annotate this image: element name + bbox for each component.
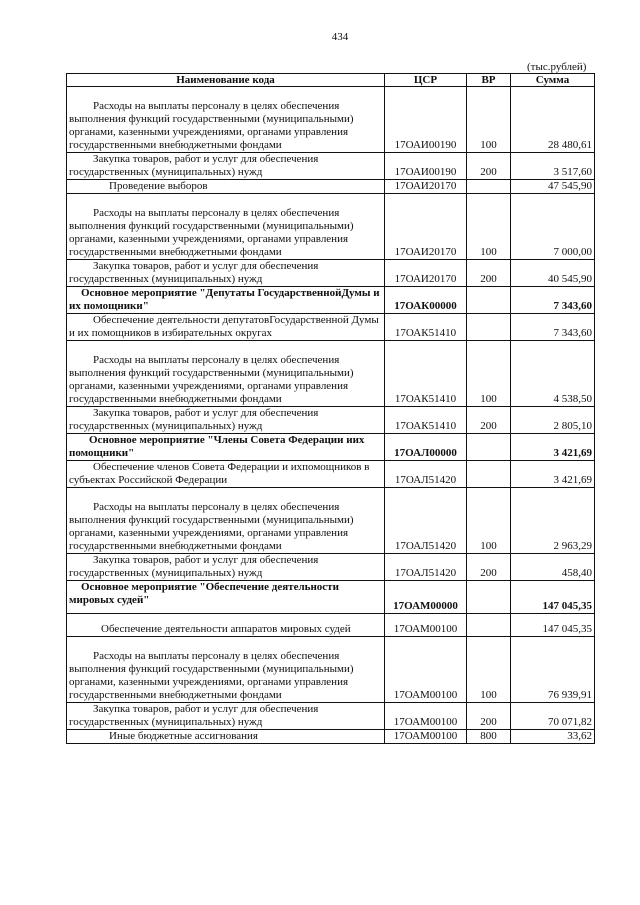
- row-name: [67, 637, 385, 703]
- row-name-first: Закупка товаров, работ и услуг для обеспечения: [93, 153, 319, 165]
- row-name-first: Основное мероприятие "Члены Совета Федерации и: [89, 434, 353, 446]
- row-sum: 7 000,00: [511, 194, 595, 260]
- row-csr: 17ОАЛ00000: [385, 434, 467, 461]
- row-name-rest: выполнения функций государственными (муниципальными) органами, казенными учреждениями, органами управления государственными внебюджетными фондами: [69, 514, 354, 552]
- row-sum: 33,62: [511, 730, 595, 744]
- row-name: [67, 554, 385, 581]
- row-name: [67, 581, 385, 614]
- header-vr: ВР: [467, 74, 511, 87]
- row-name-first: Основное мероприятие "Депутаты Государственной: [81, 287, 342, 299]
- row-name-first: Закупка товаров, работ и услуг для обеспечения: [93, 407, 319, 419]
- row-csr: 17ОАИ00190: [385, 153, 467, 180]
- row-name-rest: выполнения функций государственными (муниципальными) органами, казенными учреждениями, органами управления государственными внебюджетными фондами: [69, 663, 354, 701]
- table-row: [67, 260, 595, 287]
- row-sum: 147 045,35: [511, 614, 595, 637]
- row-name-first: Обеспечение деятельности аппаратов мировых судей: [101, 623, 351, 635]
- row-csr: 17ОАИ20170: [385, 260, 467, 287]
- table-row: [67, 554, 595, 581]
- row-csr: 17ОАЛ51420: [385, 461, 467, 488]
- table-row: [67, 730, 595, 744]
- row-csr: 17ОАМ00000: [385, 581, 467, 614]
- row-name-rest: мировых судей": [69, 594, 150, 606]
- table-row: [67, 194, 595, 260]
- row-name-first: Основное мероприятие "Обеспечение деятельности: [81, 581, 339, 593]
- header-sum: Сумма: [511, 74, 595, 87]
- row-sum: 2 805,10: [511, 407, 595, 434]
- row-name-first: Закупка товаров, работ и услуг для обеспечения: [93, 554, 319, 566]
- row-name: [67, 314, 385, 341]
- row-csr: 17ОАК00000: [385, 287, 467, 314]
- row-name-first: Расходы на выплаты персоналу в целях обеспечения: [93, 100, 340, 112]
- row-vr: 100: [467, 87, 511, 153]
- row-name: [67, 434, 385, 461]
- row-name-rest: государственных (муниципальных) нужд: [69, 166, 263, 178]
- row-name-first: Проведение выборов: [109, 180, 208, 192]
- row-name-first: Закупка товаров, работ и услуг для обеспечения: [93, 260, 319, 272]
- table-row: [67, 314, 595, 341]
- row-name-first: Обеспечение деятельности депутатов: [93, 314, 270, 326]
- row-csr: 17ОАМ00100: [385, 703, 467, 730]
- page-number: 434: [331, 31, 349, 43]
- row-name-first: Иные бюджетные ассигнования: [109, 730, 258, 742]
- table-header-row: [67, 74, 595, 87]
- table-row: [67, 341, 595, 407]
- row-name: [67, 260, 385, 287]
- table-row: [67, 153, 595, 180]
- units-label: (тыс.рублей): [527, 61, 587, 73]
- row-name: [67, 614, 385, 637]
- row-sum: 40 545,90: [511, 260, 595, 287]
- row-sum: 3 517,60: [511, 153, 595, 180]
- row-vr: 200: [467, 260, 511, 287]
- row-csr: 17ОАЛ51420: [385, 488, 467, 554]
- row-name-rest: государственных (муниципальных) нужд: [69, 567, 263, 579]
- row-name-rest: государственных (муниципальных) нужд: [69, 716, 263, 728]
- row-csr: 17ОАМ00100: [385, 637, 467, 703]
- table-row: [67, 180, 595, 194]
- row-csr: 17ОАМ00100: [385, 614, 467, 637]
- row-sum: 76 939,91: [511, 637, 595, 703]
- row-name-rest: государственных (муниципальных) нужд: [69, 273, 263, 285]
- row-csr: 17ОАМ00100: [385, 730, 467, 744]
- row-vr: 200: [467, 153, 511, 180]
- row-name-rest: Государственной Думы и их помощников в избирательных округах: [69, 314, 379, 339]
- row-name-rest: выполнения функций государственными (муниципальными) органами, казенными учреждениями, органами управления государственными внебюджетными фондами: [69, 367, 354, 405]
- row-vr: 100: [467, 194, 511, 260]
- row-name-first: Закупка товаров, работ и услуг для обеспечения: [93, 703, 319, 715]
- row-name-first: Расходы на выплаты персоналу в целях обеспечения: [93, 650, 340, 662]
- table-row: [67, 287, 595, 314]
- row-sum: 7 343,60: [511, 314, 595, 341]
- row-csr: 17ОАИ20170: [385, 180, 467, 194]
- row-vr: [467, 461, 511, 488]
- row-name-rest: выполнения функций государственными (муниципальными) органами, казенными учреждениями, органами управления государственными внебюджетными фондами: [69, 220, 354, 258]
- row-vr: [467, 434, 511, 461]
- row-name: [67, 194, 385, 260]
- table-row: [67, 637, 595, 703]
- row-sum: 3 421,69: [511, 461, 595, 488]
- row-vr: [467, 581, 511, 614]
- row-vr: [467, 614, 511, 637]
- table-row: [67, 87, 595, 153]
- row-name-rest: Думы и их помощники": [69, 287, 380, 312]
- row-sum: 70 071,82: [511, 703, 595, 730]
- row-sum: 7 343,60: [511, 287, 595, 314]
- row-sum: 28 480,61: [511, 87, 595, 153]
- row-name: [67, 488, 385, 554]
- table-row: [67, 407, 595, 434]
- row-vr: 200: [467, 407, 511, 434]
- row-name-first: Расходы на выплаты персоналу в целях обеспечения: [93, 354, 340, 366]
- row-sum: 3 421,69: [511, 434, 595, 461]
- row-name: [67, 341, 385, 407]
- row-name: [67, 730, 385, 744]
- row-name-first: Расходы на выплаты персоналу в целях обеспечения: [93, 207, 340, 219]
- row-vr: 100: [467, 488, 511, 554]
- header-name: Наименование кода: [67, 74, 385, 87]
- table-row: [67, 461, 595, 488]
- table-row: [67, 703, 595, 730]
- row-name: [67, 703, 385, 730]
- row-csr: 17ОАЛ51420: [385, 554, 467, 581]
- row-sum: 4 538,50: [511, 341, 595, 407]
- row-name: [67, 87, 385, 153]
- table-row: [67, 581, 595, 614]
- row-csr: 17ОАИ20170: [385, 194, 467, 260]
- row-name: [67, 461, 385, 488]
- row-sum: 47 545,90: [511, 180, 595, 194]
- row-name-first: Расходы на выплаты персоналу в целях обеспечения: [93, 501, 340, 513]
- row-name-rest: государственных (муниципальных) нужд: [69, 420, 263, 432]
- row-name-rest: помощников в субъектах Российской Федерации: [69, 461, 370, 486]
- row-name: [67, 287, 385, 314]
- table-row: [67, 614, 595, 637]
- row-vr: [467, 314, 511, 341]
- row-csr: 17ОАИ00190: [385, 87, 467, 153]
- row-sum: 147 045,35: [511, 581, 595, 614]
- row-vr: [467, 180, 511, 194]
- row-name-rest: выполнения функций государственными (муниципальными) органами, казенными учреждениями, органами управления государственными внебюджетными фондами: [69, 113, 354, 151]
- table-row: [67, 434, 595, 461]
- row-name-rest: их помощники": [69, 434, 365, 459]
- row-vr: [467, 287, 511, 314]
- budget-table: [66, 73, 595, 744]
- header-csr: ЦСР: [385, 74, 467, 87]
- row-csr: 17ОАК51410: [385, 314, 467, 341]
- row-sum: 458,40: [511, 554, 595, 581]
- row-sum: 2 963,29: [511, 488, 595, 554]
- row-name: [67, 153, 385, 180]
- table-row: [67, 488, 595, 554]
- row-vr: 200: [467, 554, 511, 581]
- row-vr: 800: [467, 730, 511, 744]
- row-vr: 100: [467, 637, 511, 703]
- row-name-first: Обеспечение членов Совета Федерации и их: [93, 461, 303, 473]
- row-csr: 17ОАК51410: [385, 341, 467, 407]
- row-name: [67, 180, 385, 194]
- row-vr: 200: [467, 703, 511, 730]
- row-vr: 100: [467, 341, 511, 407]
- row-csr: 17ОАК51410: [385, 407, 467, 434]
- row-name: [67, 407, 385, 434]
